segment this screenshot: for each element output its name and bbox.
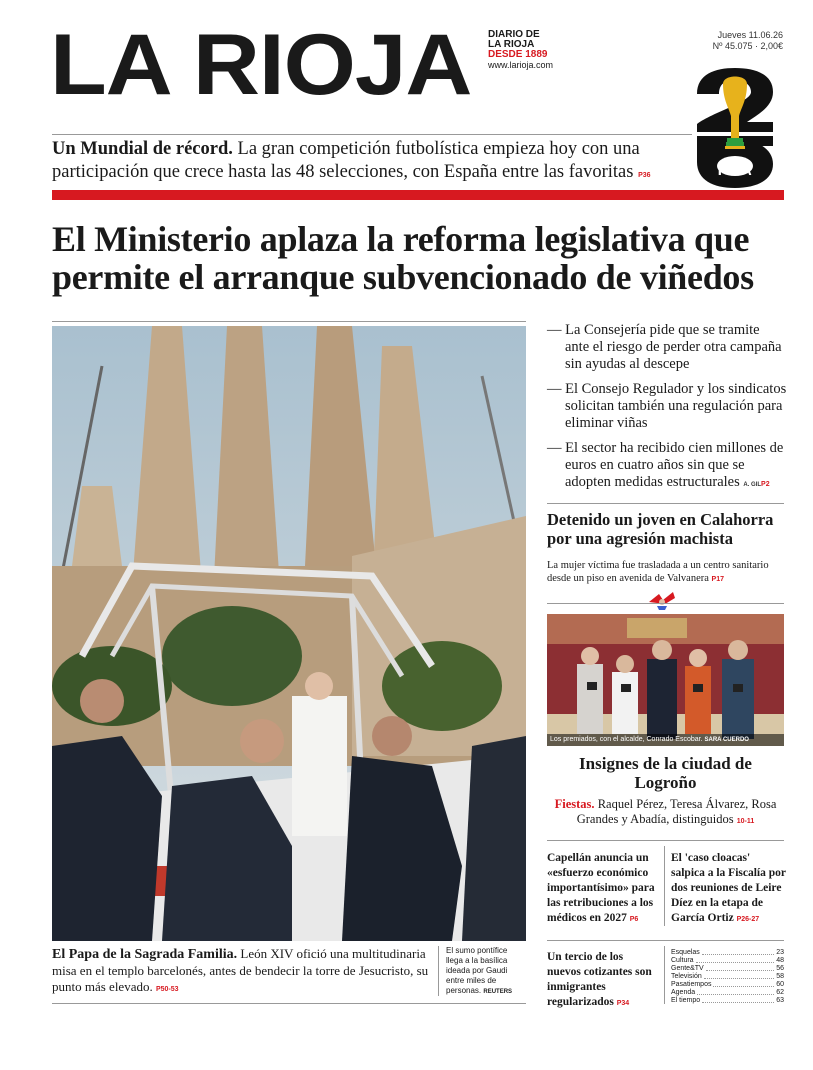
brief-cotizantes[interactable]: [547, 950, 659, 1011]
brief-text: El 'caso cloacas' salpica a la Fiscalía por dos reuniones de Leire Díez en la etapa de García Ortiz: [671, 852, 786, 924]
masthead-logo[interactable]: LA RIOJA: [50, 17, 472, 113]
brief-text: Un tercio de los nuevos cotizantes son inmigrantes regularizados: [547, 951, 652, 1008]
divider: [664, 846, 665, 926]
calahorra-headline[interactable]: Detenido un joven en Calahorra por una agresión machista: [547, 510, 774, 548]
page-index: [671, 949, 784, 1005]
photo-insignes[interactable]: [547, 614, 784, 746]
page-ref: 10-11: [736, 818, 755, 825]
red-rule: [52, 190, 784, 200]
dateline: [713, 30, 783, 52]
fifa-label: FIFA: [717, 162, 753, 179]
insignes-text: Raquel Pérez, Teresa Álvarez, Rosa Grandes y Abadía, distinguidos: [576, 797, 777, 826]
divider: [52, 134, 692, 135]
index-label: Gente&TV: [671, 965, 704, 972]
main-story-bullets[interactable]: [547, 322, 787, 494]
index-page: 48: [776, 957, 784, 964]
bullet-text: — El sector ha recibido cien millones de euros en cuatro años sin que se adopten medidas estructurales: [547, 440, 784, 490]
dot-leader: [706, 965, 775, 971]
photo-credit: SARA CUERDO: [704, 737, 749, 743]
page-ref: P6: [629, 916, 639, 923]
divider: [438, 946, 439, 996]
photo-sagrada-familia[interactable]: [52, 326, 526, 941]
index-row[interactable]: [671, 989, 784, 997]
page-ref: P26-27: [736, 916, 760, 923]
dot-leader: [704, 973, 774, 979]
photo-credit: REUTERS: [483, 989, 513, 995]
page-ref: P34: [616, 1000, 630, 1007]
index-row[interactable]: [671, 949, 784, 957]
side-caption-text: El sumo pontífice llega a la basílica ideada por Gaudi entre miles de personas.: [446, 946, 508, 995]
insignes-summary: [547, 797, 784, 829]
calahorra-summary: [547, 559, 787, 586]
promo-mundial[interactable]: [52, 138, 677, 187]
index-page: 23: [776, 949, 784, 956]
bullet-item: — La Consejería pide que se tramite ante el riesgo de perder otra campaña sin ayudas al descepe: [547, 322, 782, 372]
page-ref: P2: [761, 481, 770, 488]
brief-cloacas[interactable]: [671, 851, 786, 927]
index-page: 62: [776, 989, 784, 996]
divider: [547, 940, 784, 941]
index-label: Cultura: [671, 957, 694, 964]
brief-text: Capellán anuncia un «esfuerzo económico importantísimo» para las retribuciones a los médicos en 2027: [547, 852, 655, 924]
masthead-since: DESDE 1889: [488, 49, 548, 60]
index-page: 58: [776, 973, 784, 980]
photo-side-caption: [446, 946, 526, 997]
index-row[interactable]: [671, 981, 784, 989]
divider: [664, 946, 665, 1004]
main-headline[interactable]: El Ministerio aplaza la reforma legislativa que permite el arranque subvencionado de viñedos: [52, 219, 754, 297]
award-ceremony-photo-icon: [547, 614, 784, 746]
insignes-photo-caption: [547, 734, 784, 746]
bullet-item: — El Consejo Regulador y los sindicatos solicitan también una regulación para eliminar viñas: [547, 381, 787, 431]
divider: [547, 503, 784, 504]
index-row[interactable]: [671, 997, 784, 1005]
index-row[interactable]: [671, 965, 784, 973]
insignes-caption-text: Los premiados, con el alcalde, Conrado Escobar.: [550, 736, 703, 743]
divider: [547, 603, 784, 604]
section-label: Fiestas.: [554, 797, 595, 811]
dot-leader: [702, 997, 774, 1003]
divider: [52, 1003, 526, 1004]
dot-leader: [702, 949, 774, 955]
masthead-website[interactable]: www.larioja.com: [488, 60, 554, 70]
index-page: 60: [776, 981, 784, 988]
page-ref: P50-53: [155, 986, 179, 993]
page-ref: P36: [638, 172, 651, 179]
masthead-tagline: DIARIO DE: [488, 29, 540, 40]
fiestas-mascot-icon: [645, 590, 679, 610]
index-row[interactable]: [671, 973, 784, 981]
index-row[interactable]: [671, 957, 784, 965]
divider: [52, 321, 526, 322]
fifa-26-logo[interactable]: [693, 66, 777, 190]
insignes-headline[interactable]: Insignes de la ciudad de Logroño: [579, 754, 752, 792]
caption-text: León XIV ofició una multitudinaria misa en el templo barcelonés, antes de bendecir la torre de Jesucristo, su punto más elevado.: [52, 946, 429, 994]
promo-text: La gran competición futbolística empieza hoy con una participación que crece hasta las 48 selecciones, con España entre las favoritas: [52, 139, 640, 182]
bullet-item: [547, 440, 787, 494]
divider: [547, 840, 784, 841]
promo-lead: Un Mundial de récord.: [52, 139, 233, 159]
dot-leader: [697, 989, 774, 995]
photo-caption[interactable]: [52, 946, 432, 998]
index-label: El tiempo: [671, 997, 701, 1004]
masthead-tagline: LA RIOJA: [488, 39, 535, 50]
index-page: 56: [776, 965, 784, 972]
index-label: Pasatiempos: [671, 981, 712, 988]
page-ref: P17: [711, 576, 725, 583]
issue-number-price: Nº 45.075 · 2,00€: [712, 41, 783, 51]
dot-leader: [696, 957, 775, 963]
brief-capellan[interactable]: [547, 851, 662, 927]
index-page: 63: [776, 997, 784, 1004]
caption-lead: El Papa de la Sagrada Familia.: [52, 947, 238, 962]
issue-date: Jueves 11.06.26: [717, 30, 783, 40]
calahorra-text: La mujer víctima fue trasladada a un centro sanitario desde un piso en avenida de Valvanera: [547, 560, 769, 584]
index-label: Agenda: [671, 989, 696, 996]
index-label: Esquelas: [671, 949, 700, 956]
dot-leader: [713, 981, 774, 987]
index-label: Televisión: [671, 973, 702, 980]
byline: A. GIL: [743, 482, 762, 488]
sagrada-familia-photo-icon: [52, 326, 526, 941]
